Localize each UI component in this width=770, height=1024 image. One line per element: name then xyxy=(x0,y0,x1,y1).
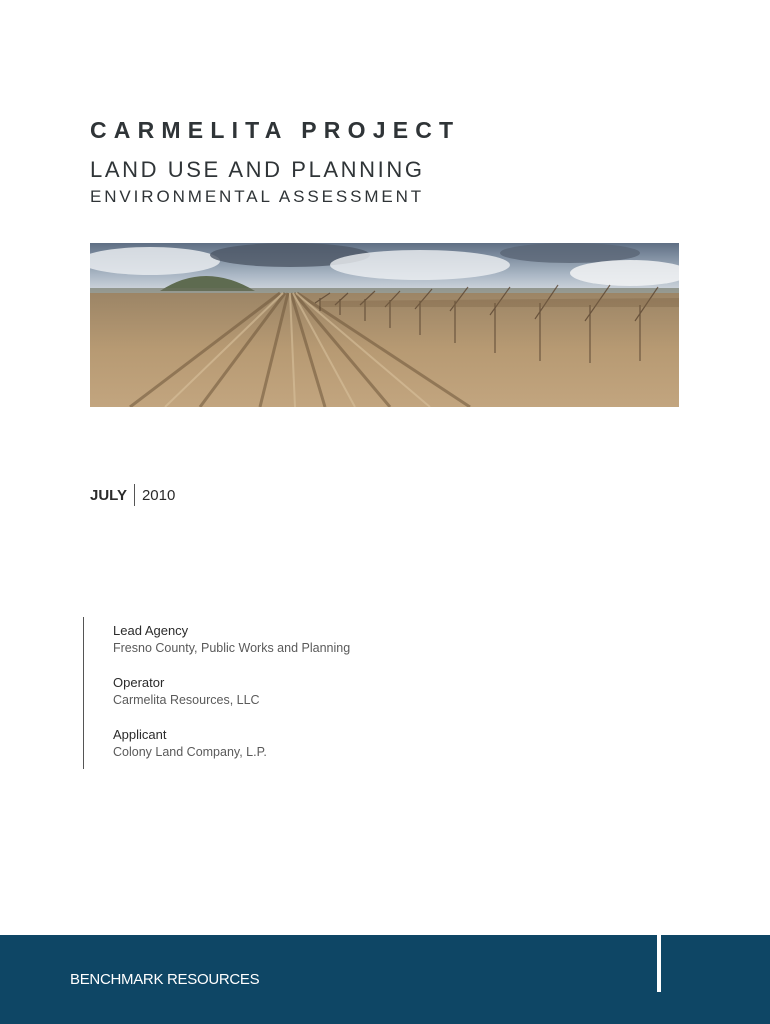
footer-brand: BENCHMARK RESOURCES xyxy=(70,971,260,988)
applicant-block xyxy=(113,727,350,761)
document-subtitle-secondary: ENVIRONMENTAL ASSESSMENT xyxy=(90,187,425,206)
date-divider xyxy=(134,484,135,506)
project-parties xyxy=(83,617,350,769)
footer-band xyxy=(0,935,770,1024)
operator-value: Carmelita Resources, LLC xyxy=(113,693,260,707)
operator-label: Operator xyxy=(113,675,165,690)
footer-accent-bar xyxy=(657,935,661,992)
applicant-label: Applicant xyxy=(113,727,167,742)
document-title: CARMELITA PROJECT xyxy=(90,117,461,143)
operator-block xyxy=(113,675,350,709)
lead-agency-label: Lead Agency xyxy=(113,623,189,638)
lead-agency-value: Fresno County, Public Works and Planning xyxy=(113,641,351,655)
document-subtitle: LAND USE AND PLANNING xyxy=(90,157,425,182)
date-month: JULY xyxy=(90,486,127,504)
lead-agency-block xyxy=(113,623,350,657)
cover-photo-orchard-field xyxy=(90,243,679,407)
publication-date xyxy=(90,484,175,506)
applicant-value: Colony Land Company, L.P. xyxy=(113,745,267,759)
date-year: 2010 xyxy=(141,486,176,504)
